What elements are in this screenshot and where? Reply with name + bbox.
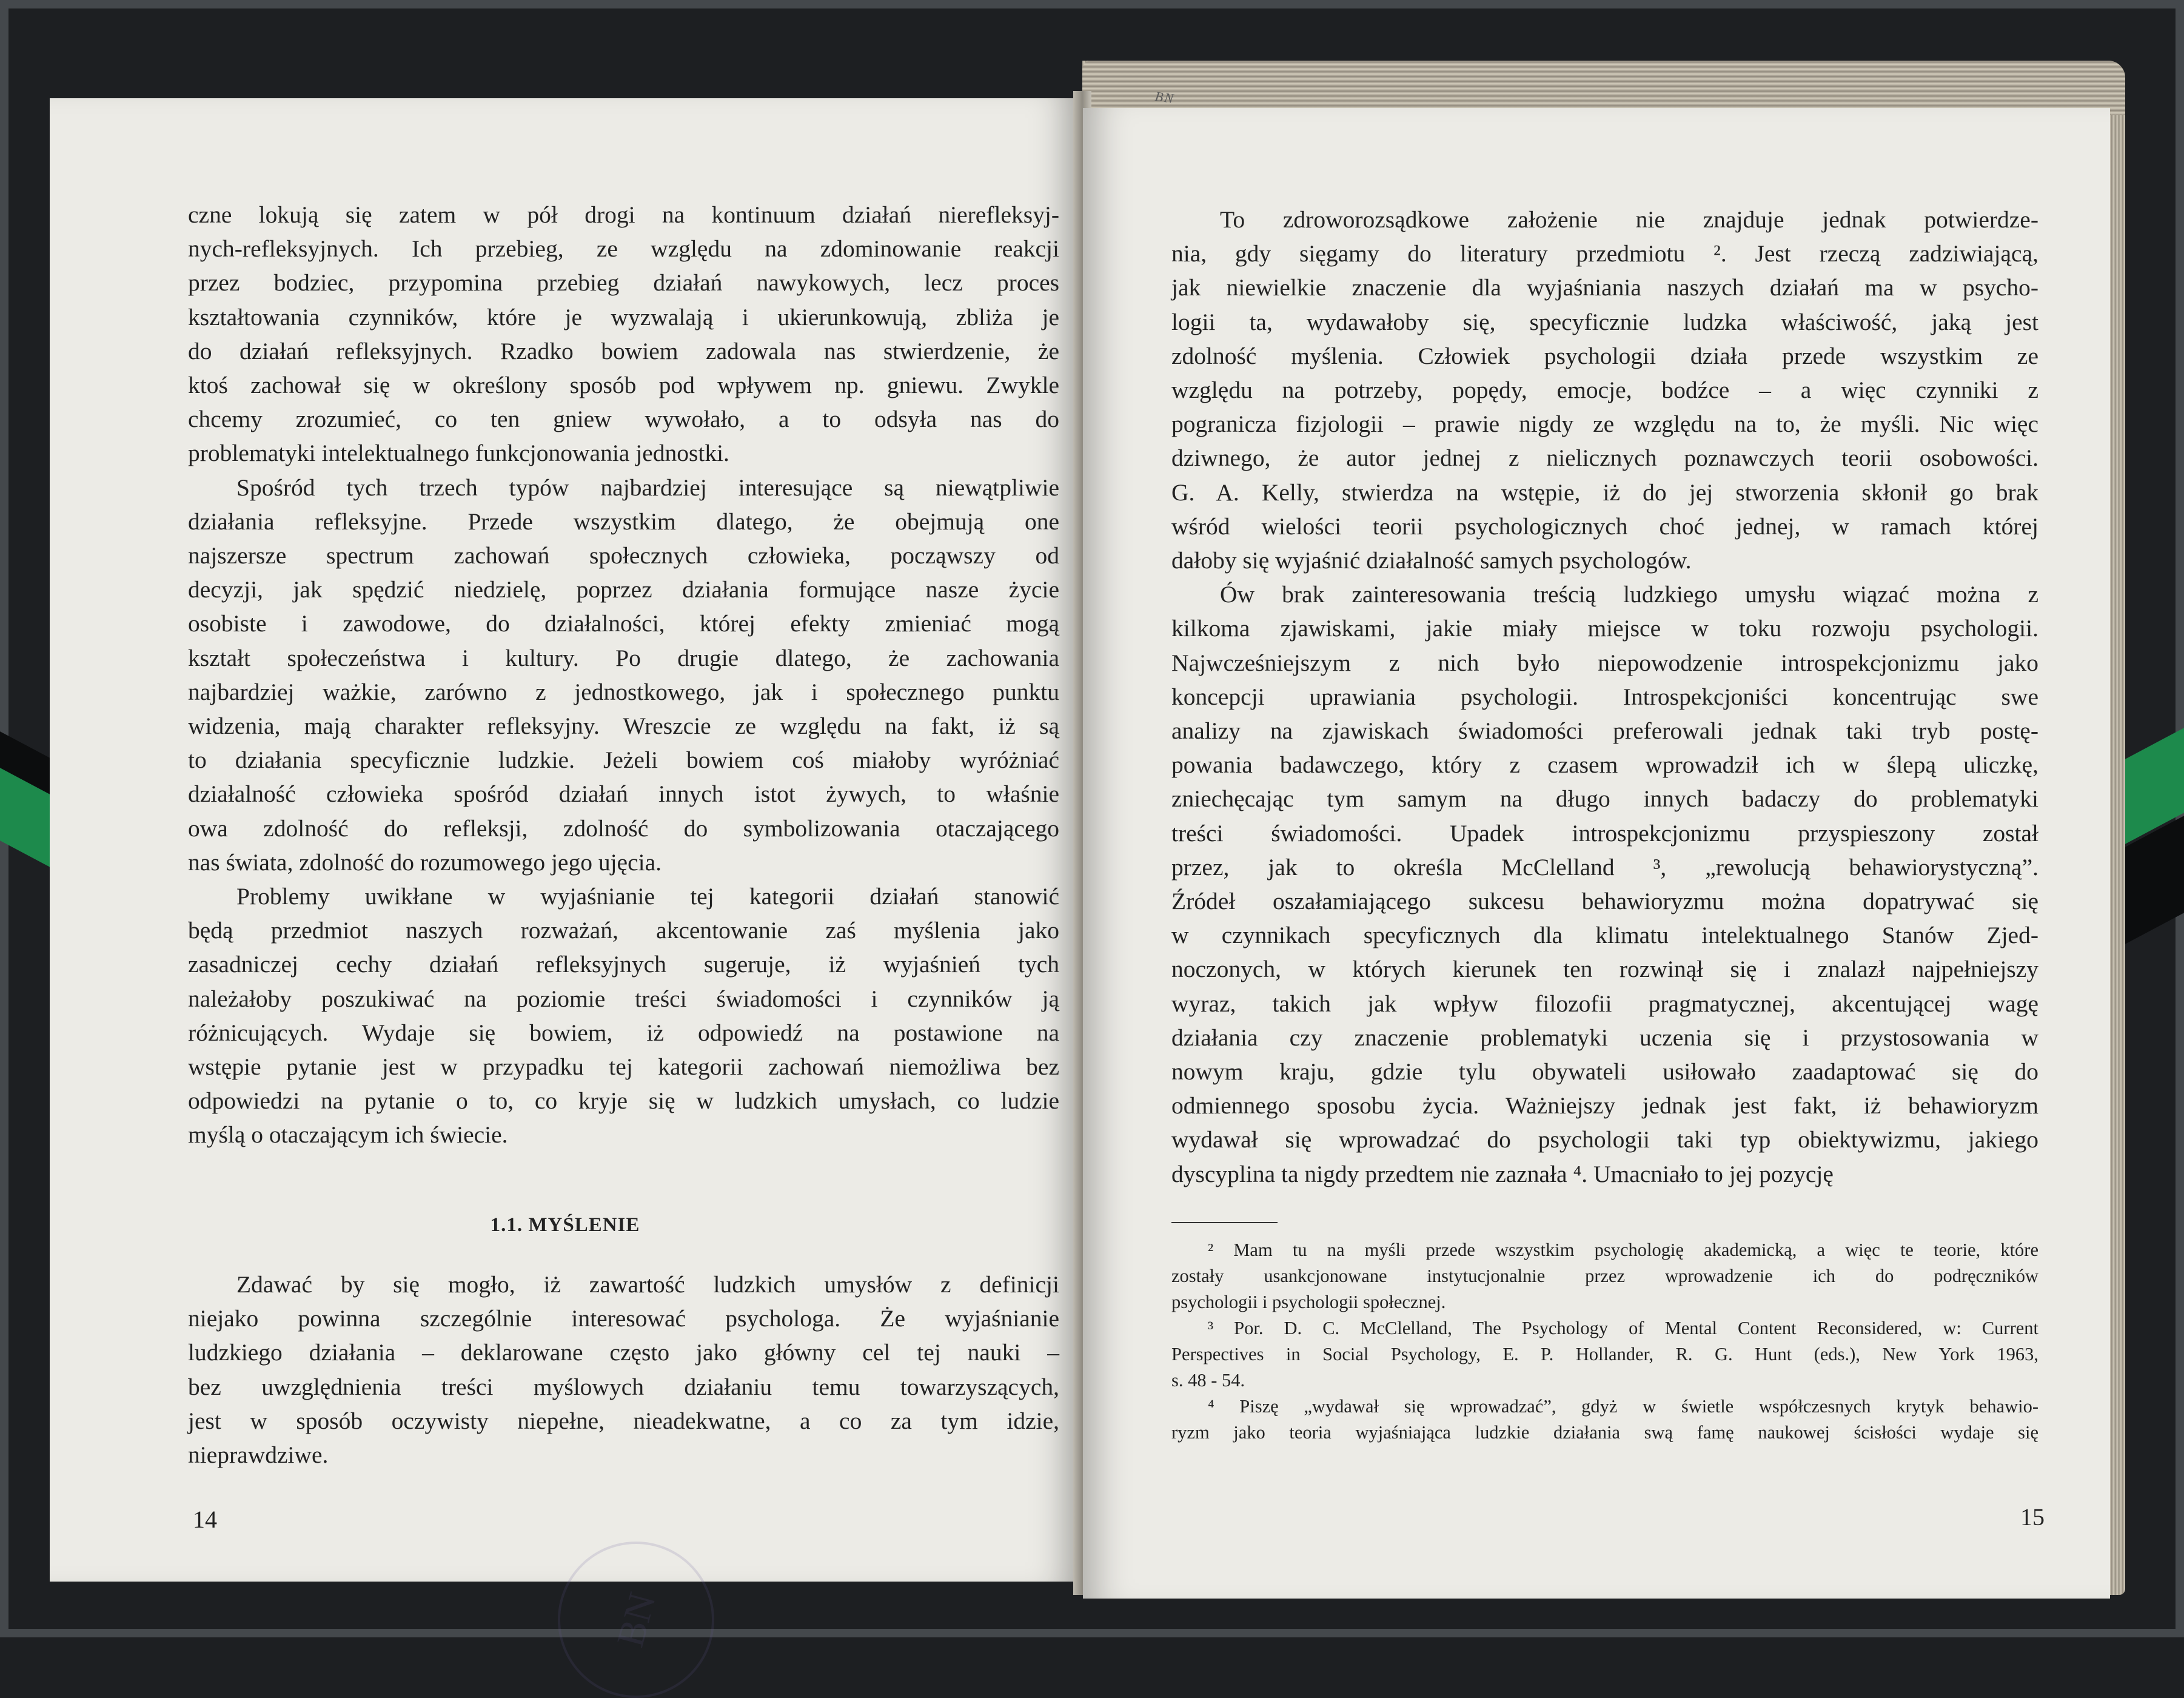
- left-paragraph-3-line: należałoby poszukiwać na poziomie treści świadomości i czynników ją: [188, 985, 1059, 1012]
- footnote-line: ryzm jako teoria wyjaśniająca ludzkie działania swą famę naukowej ścisłości wydaje się: [1171, 1422, 2038, 1443]
- left-paragraph-1-line: chcemy zrozumieć, co ten gniew wywołało, a to odsyła nas do: [188, 406, 1059, 433]
- left-paragraph-4-line: ludzkiego działania – deklarowane często jako główny cel tej nauki –: [188, 1339, 1059, 1366]
- left-paragraph-4-line: niejako powinna szczególnie interesować psychologa. Że wyjaśnianie: [188, 1305, 1059, 1332]
- right-paragraph-2-line: powania badawczego, który z czasem wprowadził ich w ślepą uliczkę,: [1171, 751, 2038, 779]
- left-paragraph-3-line: myślą o otaczającym ich świecie.: [188, 1121, 508, 1149]
- left-paragraph-2-line: nas świata, zdolność do rozumowego jego ujęcia.: [188, 848, 662, 876]
- left-paragraph-1-line: ktoś zachował się w określony sposób pod wpływem np. gniewu. Zwykle: [188, 372, 1059, 399]
- left-page: [50, 98, 1080, 1651]
- right-paragraph-2-line: wydawał się wprowadzać do psychologii taki typ obiektywizmu, jakiego: [1171, 1126, 2038, 1153]
- left-paragraph-3-line: będą przedmiot naszych rozważań, akcentowanie zaś myślenia jako: [188, 917, 1059, 944]
- right-paragraph-2-line: w czynnikach specyficznych dla klimatu intelektualnego Stanów Zjed-: [1171, 922, 2038, 949]
- right-paragraph-2-line: Najwcześniejszym z nich było niepowodzenie introspekcjonizmu jako: [1171, 649, 2038, 676]
- left-paragraph-2-line: kształt społeczeństwa i kultury. Po drugie dlatego, że zachowania: [188, 644, 1059, 671]
- section-title: 1.1. MYŚLENIE: [490, 1214, 640, 1236]
- left-page-section-body: [188, 1267, 1059, 1472]
- left-paragraph-2-line: najszersze spectrum zachowań społecznych człowieka, począwszy od: [188, 542, 1059, 569]
- left-paragraph-3-line: zasadniczej cechy działań refleksyjnych sugeruje, iż wyjaśnień tych: [188, 951, 1059, 978]
- footnote-line: Perspectives in Social Psychology, E. P. Hollander, R. G. Hunt (eds.), New York 1963,: [1171, 1344, 2038, 1364]
- left-paragraph-4-line: bez uwzględnienia treści myślowych działaniu temu towarzyszących,: [188, 1373, 1059, 1400]
- left-paragraph-2-line: owa zdolność do refleksji, zdolność do symbolizowania otaczającego: [188, 814, 1059, 842]
- right-paragraph-1-line: względu na potrzeby, popędy, emocje, bodźce – a więc czynniki z: [1171, 377, 2038, 404]
- footnote-line: ⁴ Piszę „wydawał się wprowadzać”, gdyż w świetle współczesnych krytyk behawio-: [1208, 1396, 2038, 1417]
- right-paragraph-1-line: G. A. Kelly, stwierdza na wstępie, iż do jej stworzenia skłonił go brak: [1171, 478, 2038, 506]
- right-paragraph-1-line: logii ta, wydawałoby się, specyficznie ludzka właściwość, jaką jest: [1171, 308, 2038, 335]
- left-paragraph-1-line: kształtowania czynników, które je wyzwalają i ukierunkowują, zbliża je: [188, 303, 1059, 331]
- left-paragraph-1-line: problematyki intelektualnego funkcjonowania jednostki.: [188, 440, 729, 467]
- right-paragraph-2-line: kilkoma zjawiskami, jakie miały miejsce w toku rozwoju psychologii.: [1171, 615, 2038, 642]
- footnote-line: s. 48 - 54.: [1171, 1370, 1245, 1391]
- right-paragraph-2-line: działania czy znaczenie problematyki uczenia się i przystosowania w: [1171, 1024, 2038, 1051]
- left-paragraph-1-line: nych-refleksyjnych. Ich przebieg, ze względu na zdominowanie reakcji: [188, 235, 1059, 263]
- left-paragraph-2-line: widzenia, mają charakter refleksyjny. Wreszcie ze względu na fakt, iż są: [188, 713, 1059, 740]
- book-top-edge: [1082, 61, 2125, 115]
- left-paragraph-2-line: decyzji, jak spędzić niedzielę, poprzez działania formujące nasze życie: [188, 576, 1059, 603]
- footnote-line: zostały usankcjonowane instytucjonalnie przez wprowadzenie ich do podręczników: [1171, 1266, 2038, 1286]
- footnotes: [1171, 1237, 2038, 1446]
- left-paragraph-4-line: nieprawdziwe.: [188, 1441, 329, 1469]
- right-paragraph-2-line: Źródeł oszałamiającego sukcesu behawioryzmu można dopatrywać się: [1171, 888, 2038, 915]
- left-paragraph-1-line: czne lokują się zatem w pół drogi na kontinuum działań nierefleksyj-: [188, 201, 1059, 228]
- left-paragraph-2-line: najbardziej ważkie, zarówno z jednostkowego, jak i społecznego punktu: [188, 678, 1059, 705]
- right-paragraph-2-line: koncepcji uprawiania psychologii. Introspekcjoniści koncentrując swe: [1171, 683, 2038, 710]
- right-paragraph-2-line: treści świadomości. Upadek introspekcjonizmu przyspieszony został: [1171, 819, 2038, 847]
- left-paragraph-4-line: Zdawać by się mogło, iż zawartość ludzkich umysłów z definicji: [236, 1271, 1059, 1298]
- left-paragraph-3-line: wstępie pytanie jest w przypadku tej kategorii zachowań niemożliwa bez: [188, 1053, 1059, 1081]
- left-paragraph-4-line: jest w sposób oczywisty niepełne, nieadekwatne, a co za tym idzie,: [188, 1407, 1059, 1434]
- left-paragraph-2-line: działania refleksyjne. Przede wszystkim dlatego, że obejmują one: [188, 508, 1059, 535]
- right-page-body: [1171, 203, 2038, 1191]
- left-page-body: [188, 198, 1059, 1152]
- right-paragraph-1-line: To zdroworozsądkowe założenie nie znajduje jednak potwierdze-: [1220, 206, 2038, 233]
- right-page: [1083, 108, 2110, 1599]
- right-paragraph-1-line: pogranicza fizjologii – prawie nigdy ze względu na to, że myśli. Nic więc: [1171, 411, 2038, 438]
- right-paragraph-1-line: dziwnego, że autor jednej z nielicznych poznawczych teorii osobowości.: [1171, 445, 2038, 472]
- library-stamp: [558, 1542, 714, 1698]
- left-paragraph-3-line: Problemy uwikłane w wyjaśnianie tej kategorii działań stanowić: [236, 883, 1059, 910]
- right-paragraph-2-line: Ów brak zainteresowania treścią ludzkiego umysłu wiązać można z: [1220, 581, 2038, 608]
- right-paragraph-1-line: jak niewielkie znaczenie dla wyjaśniania naszych działań ma w psycho-: [1171, 274, 2038, 301]
- right-paragraph-2-line: noczonych, w których kierunek ten rozwinął się i znalazł najpełniejszy: [1171, 956, 2038, 983]
- left-paragraph-3-line: różnicujących. Wydaje się bowiem, iż odpowiedź na postawione na: [188, 1019, 1059, 1046]
- corner-stamp: BN: [1154, 88, 1176, 107]
- right-paragraph-1-line: zdolność myślenia. Człowiek psychologii działa przede wszystkim ze: [1171, 342, 2038, 369]
- right-paragraph-2-line: wyraz, takich jak wpływ filozofii pragmatycznej, akcentującej wagę: [1171, 990, 2038, 1017]
- page-number-left: 14: [193, 1506, 217, 1533]
- right-paragraph-1-line: wśród wielości teorii psychologicznych choć jednej, w ramach której: [1171, 512, 2038, 540]
- library-stamp-text: BN: [608, 1588, 664, 1651]
- left-paragraph-2-line: to działania specyficznie ludzkie. Jeżeli bowiem coś miałoby wyróżniać: [188, 747, 1059, 774]
- right-paragraph-2-line: analizy na zjawiskach świadomości preferowali jednak taki tryb postę-: [1171, 717, 2038, 745]
- footnote-divider: [1171, 1222, 1278, 1223]
- left-paragraph-1-line: do działań refleksyjnych. Rzadko bowiem zadowala nas stwierdzenie, że: [188, 337, 1059, 364]
- left-paragraph-2-line: Spośród tych trzech typów najbardziej interesujące są niewątpliwie: [236, 474, 1059, 501]
- right-paragraph-2-line: odmiennego sposobu życia. Ważniejszy jednak jest fakt, iż behawioryzm: [1171, 1092, 2038, 1119]
- footnote-line: psychologii i psychologii społecznej.: [1171, 1292, 1446, 1312]
- footnote-line: ² Mam tu na myśli przede wszystkim psychologię akademicką, a więc te teorie, które: [1208, 1240, 2038, 1260]
- left-paragraph-3-line: odpowiedzi na pytanie o to, co kryje się w ludzkich umysłach, co ludzie: [188, 1087, 1059, 1115]
- right-paragraph-1-line: dałoby się wyjaśnić działalność samych psychologów.: [1171, 547, 1692, 574]
- right-paragraph-2-line: przez, jak to określa McClelland ³, „rewolucją behawiorystyczną”.: [1171, 853, 2038, 881]
- right-paragraph-2-line: zniechęcając tym samym na długo innych badaczy do problematyki: [1171, 785, 2038, 813]
- left-paragraph-2-line: działalność człowieka spośród działań innych istot żywych, to właśnie: [188, 780, 1059, 808]
- left-paragraph-2-line: osobiste i zawodowe, do działalności, której efekty zmieniać mogą: [188, 610, 1059, 637]
- right-paragraph-1-line: nia, gdy sięgamy do literatury przedmiotu ². Jest rzeczą zadziwiającą,: [1171, 240, 2038, 267]
- right-paragraph-2-line: dyscyplina ta nigdy przedtem nie zaznała ⁴. Umacniało to jej pozycję: [1171, 1160, 1834, 1187]
- right-paragraph-2-line: nowym kraju, gdzie tylu obywateli usiłowało zaadaptować się do: [1171, 1058, 2038, 1086]
- footnote-line: ³ Por. D. C. McClelland, The Psychology of Mental Content Reconsidered, w: Current: [1208, 1318, 2038, 1338]
- left-paragraph-1-line: przez bodziec, przypomina przebieg działań nawykowych, lecz proces: [188, 269, 1059, 297]
- page-number-right: 15: [2020, 1503, 2045, 1531]
